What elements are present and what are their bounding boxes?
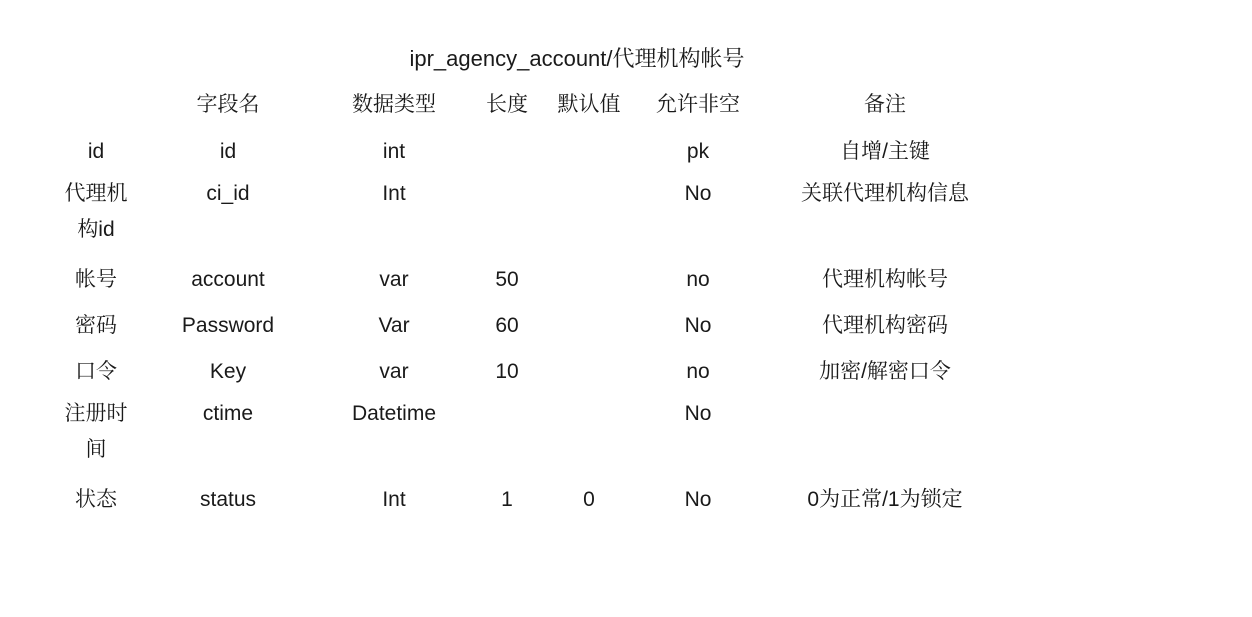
cell-length: 10: [495, 360, 519, 383]
header-description: [50, 84, 142, 130]
cell-nullable: no: [686, 360, 710, 383]
cell-field-name: id: [219, 140, 237, 163]
cell-nullable: No: [684, 314, 712, 337]
cell-default: [540, 396, 638, 478]
cell-data-type: Var: [378, 314, 410, 337]
table-row: [50, 304, 1012, 350]
cell-remark: [758, 396, 1012, 478]
table-row: [50, 350, 1012, 396]
table-header-row: [50, 84, 1012, 130]
table-row: [50, 130, 1012, 176]
cell-default: [540, 304, 638, 350]
cell-description: 注册时间: [64, 402, 128, 461]
table-row: [50, 396, 1012, 478]
cell-remark: 关联代理机构信息: [801, 182, 969, 205]
cell-remark: 加密/解密口令: [819, 360, 951, 383]
cell-remark: 自增/主键: [840, 140, 930, 163]
cell-field-name: ctime: [202, 402, 254, 425]
cell-data-type: Int: [382, 182, 406, 205]
cell-nullable: No: [684, 402, 712, 425]
cell-default: 0: [583, 488, 595, 511]
cell-remark: 0为正常/1为锁定: [807, 488, 963, 511]
header-field-name: 字段名: [196, 93, 260, 116]
cell-length: 1: [501, 488, 513, 511]
cell-description: 密码: [75, 314, 117, 337]
table-row: [50, 176, 1012, 258]
cell-nullable: pk: [686, 140, 710, 163]
table-row: [50, 258, 1012, 304]
cell-length: 50: [495, 268, 519, 291]
schema-table: [50, 84, 1012, 524]
cell-nullable: No: [684, 182, 712, 205]
cell-field-name: Password: [181, 314, 275, 337]
cell-description: 状态: [75, 488, 117, 511]
cell-default: [540, 130, 638, 176]
cell-description: 口令: [75, 360, 117, 383]
cell-length: 60: [495, 314, 519, 337]
cell-length: [474, 130, 540, 176]
cell-nullable: no: [686, 268, 710, 291]
cell-remark: 代理机构密码: [822, 314, 948, 337]
cell-length: [474, 396, 540, 478]
cell-description: 帐号: [75, 268, 117, 291]
cell-length: [474, 176, 540, 258]
header-default: 默认值: [557, 93, 621, 116]
cell-data-type: var: [379, 268, 409, 291]
cell-default: [540, 176, 638, 258]
cell-remark: 代理机构帐号: [822, 268, 948, 291]
cell-data-type: Int: [382, 488, 406, 511]
cell-field-name: ci_id: [206, 182, 250, 205]
cell-description: 代理机构id: [64, 182, 128, 241]
table-row: [50, 478, 1012, 524]
cell-field-name: Key: [209, 360, 247, 383]
cell-data-type: int: [382, 140, 406, 163]
cell-description: id: [87, 140, 105, 163]
cell-default: [540, 258, 638, 304]
cell-field-name: status: [199, 488, 257, 511]
cell-default: [540, 350, 638, 396]
table-title: ipr_agency_account/代理机构帐号: [409, 46, 745, 71]
header-data-type: 数据类型: [352, 93, 436, 116]
cell-data-type: var: [379, 360, 409, 383]
header-length: 长度: [486, 93, 528, 116]
header-nullable: 允许非空: [656, 93, 740, 116]
cell-field-name: account: [191, 268, 265, 291]
cell-nullable: No: [684, 488, 712, 511]
cell-data-type: Datetime: [351, 402, 437, 425]
header-remark: 备注: [864, 93, 906, 116]
